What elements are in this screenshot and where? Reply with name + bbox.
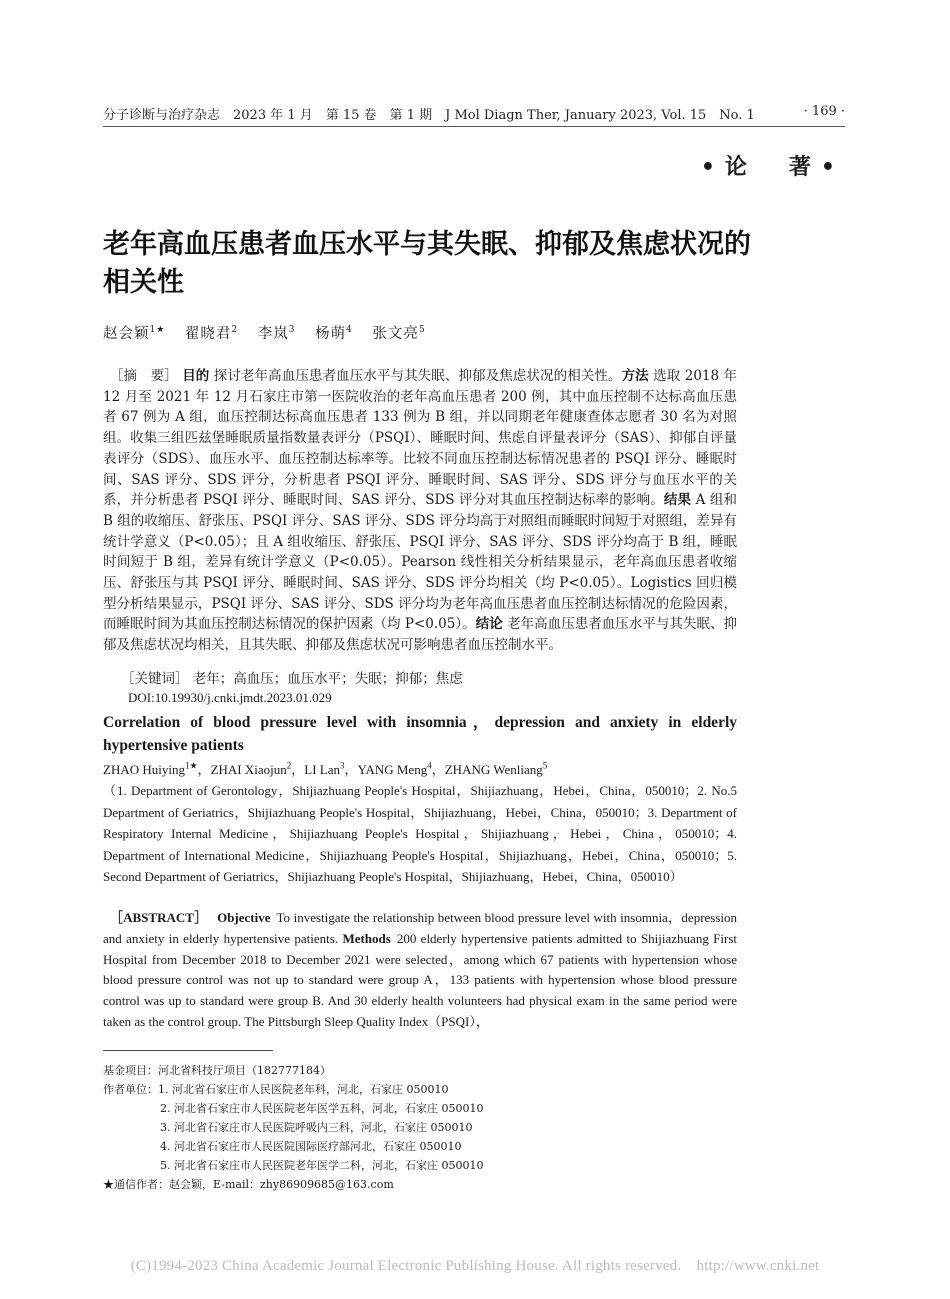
unit-item: 1. 河北省石家庄市人民医院老年科，河北，石家庄 050010 [158,1083,449,1096]
objective-label-en: Objective [217,910,271,925]
footnote-rule [103,1050,273,1051]
abstract-en-label: ［ABSTRACT］ [116,910,208,925]
author-en: ZHAI Xiaojun$^2$， [210,760,305,777]
conclusion-label-zh: 结论 [475,616,503,633]
author-zh: 张文亮$^5$ [372,325,426,342]
objective-en: To investigate the relationship between blood pressure level with insomnia，depression and anxiety in elderly hypertensive patients. [103,910,738,946]
results-zh: A 组和 B 组的收缩压、舒张压、PSQI 评分、SAS 评分、SDS 评分均高于对照组而睡眠时间短于对照组，差异有统计学意义（P<0.05）；且 A 组收缩压、舒张压、PSQI 评分、SAS 评分、SDS 评分均高于 B 组，睡眠时间短于 B 组，差异有统计学意义（P<0.05）。Pearson 线性相关分析结果显示，老年高血压患者收缩压、舒张压与其 PSQI 评分、睡眠时间、SAS 评分、SDS 评分均相关（均 P<0.05）。Logistics 回归模型分析结果显示，PSQI 评分、SAS 评分、SDS 评分均为老年高血压患者血压控制达标情况的危险因素，而睡眠时间为其血压控制达标情况的保护因素（均 P<0.05）。 [103,492,737,633]
affiliations-en: （1. Department of Gerontology，Shijiazhuang People's Hospital，Shijiazhuang，Hebei，China，050010；2. No.5 Department of Geriatrics，Shijiazhuang People's Hospital，Shijiazhuang，Hebei，China，050010；3. Department of Respiratory Internal Medicine，Shijiazhuang People's Hospital，Shijiazhuang，Hebei，China，050010；4. Department of International Medicine，Shijiazhuang People's Hospital，Shijiazhuang，Hebei，China，050010；5. Second Department of Geriatrics，Shijiazhuang People's Hospital，Shijiazhuang，Hebei，China，050010） [103,783,737,884]
author-zh: 赵会颖$^{1★}$ [103,325,166,342]
doi: DOI:10.19930/j.cnki.jmdt.2023.01.029 [128,690,332,705]
keywords-label: ［关键词］ [121,671,189,687]
author-zh: 杨萌$^4$ [315,325,353,342]
methods-en: 200 elderly hypertensive patients admitted to Shijiazhuang First Hospital from December 2018 to December 2021 were selected，among which 67 patients with hypertension whose blood pressure control was not up to standard were group A，133 patients with hypertension whose blood pressure control was up to standard were group B. And 30 elderly health volunteers had physical exam in the same period were taken as the control group. The Pittsburgh Sleep Quality Index（PSQI）， [103,930,738,1029]
abstract-zh-label: ［摘 要］ [116,368,178,384]
section-label: •论 著• [700,155,845,180]
results-label-zh: 结果 [663,492,692,509]
header-rule [103,126,845,127]
objective-label-zh: 目的 [182,368,210,384]
unit-item: 2. 河北省石家庄市人民医院老年医学五科，河北，石家庄 050010 [160,1102,484,1115]
abstract-zh [103,366,737,656]
methods-label-zh: 方法 [621,368,649,384]
units-label: 作者单位： [103,1083,158,1096]
unit-item: 5. 河北省石家庄市人民医院老年医学二科，河北，石家庄 050010 [160,1159,484,1172]
units-line [103,1080,448,1099]
corresponding-author: ★通信作者：赵会颖，E-mail：zhy86909685@163.com [103,1178,394,1191]
objective-zh: 探讨老年高血压患者血压水平与其失眠、抑郁及焦虑状况的相关性。 [213,368,622,384]
author-list-zh [103,322,440,343]
conclusion-zh: 老年高血压患者血压水平与其失眠、抑郁及焦虑状况均相关，且其失眠、抑郁及焦虑状况可影响患者血压控制水平。 [103,616,738,654]
article-title-zh: 老年高血压患者血压水平与其失眠、抑郁及焦虑状况的相关性 [103,229,751,298]
methods-zh: 选取 2018 年 12 月至 2021 年 12 月石家庄市第一医院收治的老年高血压患者 200 例，其中血压控制不达标高血压患者 67 例为 A 组，血压控制达标高血压患者 133 例为 B 组，并以同期老年健康查体志愿者 30 名为对照组。收集三组匹兹堡睡眠质量指数量表评分（PSQI）、睡眠时间、焦虑自评量表评分（SAS）、抑郁自评量表评分（SDS）、血压水平、血压控制达标率等。比较不同血压控制达标情况患者的 PSQI 评分、睡眠时间、SAS 评分、SDS 评分，分析患者 PSQI 评分、睡眠时间、SAS 评分、SDS 评分与血压水平的关系，并分析患者 PSQI 评分、睡眠时间、SAS 评分、SDS 评分对其血压控制达标率的影响。 [103,368,737,509]
author-en: YANG Meng$^4$， [357,760,445,777]
author-en: LI Lan$^3$， [304,760,358,777]
copyright-watermark: (C)1994-2023 China Academic Journal Electronic Publishing House. All rights reserved. http://www.cnki.net [130,1258,820,1274]
running-header [103,104,845,123]
page-number: · 169 · [803,104,845,119]
author-zh: 翟晓君$^2$ [184,325,239,342]
article-title-en: Correlation of blood pressure level with insomnia，depression and anxiety in elderly hypertensive patients [103,714,737,754]
keywords-text: 老年；高血压；血压水平；失眠；抑郁；焦虑 [192,671,463,687]
unit-item: 4. 河北省石家庄市人民医院国际医疗部河北，石家庄 050010 [160,1140,462,1153]
author-en: ZHAO Huiying$^{1★}$， [103,760,211,777]
running-header-text: 分子诊断与治疗杂志 2023 年 1 月 第 15 卷 第 1 期 J Mol Diagn Ther, January 2023, Vol. 15 No. 1 [103,108,755,123]
fund-note: 基金项目：河北省科技厅项目（182777184） [103,1064,331,1077]
methods-label-en: Methods [342,930,391,946]
author-zh: 李岚$^3$ [257,325,296,342]
abstract-en [103,908,737,1033]
author-en: ZHANG Wenliang$^5$ [444,760,548,777]
author-list-en [103,759,547,778]
keywords [121,667,463,687]
unit-item: 3. 河北省石家庄市人民医院呼吸内三科，河北，石家庄 050010 [160,1121,473,1134]
